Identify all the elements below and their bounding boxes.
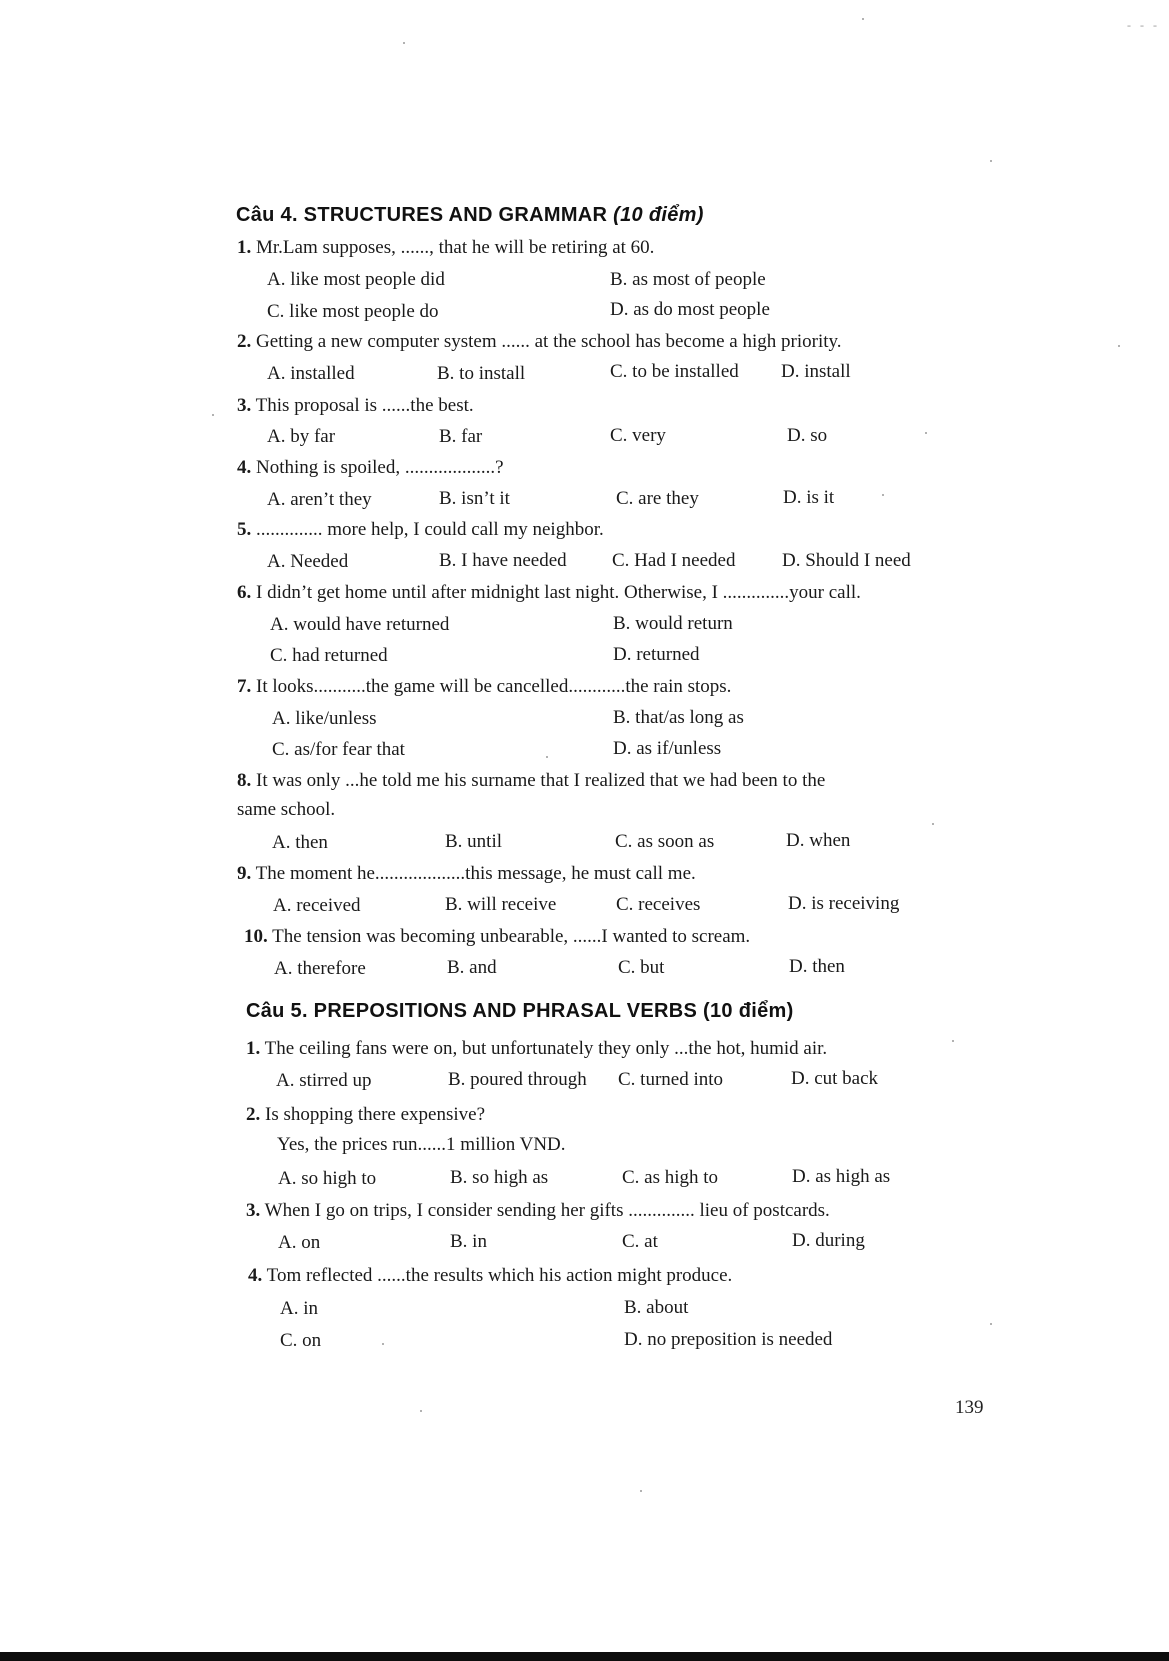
option-a: A. would have returned: [270, 614, 450, 635]
option-b: B. I have needed: [439, 550, 567, 571]
question-4-3: [237, 394, 474, 418]
question-4-6: [237, 581, 861, 605]
option-d: D. cut back: [791, 1068, 879, 1089]
option-d: D. when: [786, 830, 851, 851]
question-text: Mr.Lam supposes, ......, that he will be retiring at 60.: [256, 237, 655, 258]
option-c: C. to be installed: [610, 361, 739, 382]
option-c: C. as high to: [622, 1167, 719, 1188]
scan-speck: [546, 756, 548, 758]
option-b: B. in: [450, 1231, 487, 1252]
question-4-10: [244, 925, 750, 949]
scan-speck: [990, 160, 992, 162]
scan-speck: [1118, 345, 1120, 347]
option-c: C. Had I needed: [612, 550, 736, 571]
section-5-heading: [246, 1000, 794, 1023]
option-b: B. will receive: [445, 894, 557, 915]
question-text: The ceiling fans were on, but unfortunately they only ...the hot, humid air.: [264, 1038, 828, 1059]
question-number: 7.: [237, 676, 252, 697]
question-4-4: [237, 456, 504, 480]
option-b: B. isn’t it: [439, 488, 510, 509]
scan-speck: [952, 1040, 954, 1042]
question-number: 4.: [248, 1265, 263, 1286]
option-c: C. like most people do: [267, 301, 439, 322]
question-4-8: [237, 769, 825, 793]
section-4-points: (10 điểm): [613, 204, 704, 226]
question-text: The moment he...................this message, he must call me.: [255, 863, 696, 884]
question-4-1: [237, 236, 654, 260]
question-text-continued: Yes, the prices run......1 million VND.: [277, 1134, 566, 1155]
question-text: When I go on trips, I consider sending her gifts .............. lieu of postcards.: [264, 1200, 830, 1221]
option-b: B. would return: [613, 613, 733, 634]
option-c: C. on: [280, 1330, 322, 1351]
question-4-9: [237, 862, 696, 886]
question-number: 5.: [237, 519, 252, 540]
option-b: B. as most of people: [610, 269, 766, 290]
question-text: Is shopping there expensive?: [265, 1104, 486, 1125]
option-c: C. turned into: [618, 1069, 724, 1090]
option-a: A. so high to: [278, 1168, 377, 1189]
scan-speck: [640, 1490, 642, 1492]
option-a: A. then: [272, 832, 328, 853]
page-number: 139: [955, 1397, 984, 1418]
scan-speck: [862, 18, 864, 20]
option-c: C. as soon as: [615, 831, 715, 852]
question-number: 1.: [237, 237, 252, 258]
scan-speck: [212, 414, 214, 416]
question-text: .............. more help, I could call my neighbor.: [256, 519, 604, 540]
option-a: A. like/unless: [272, 708, 377, 729]
option-a: A. like most people did: [267, 269, 445, 290]
option-a: A. Needed: [267, 551, 349, 572]
section-4-heading: [236, 204, 704, 227]
option-a: A. by far: [267, 426, 336, 447]
section-4-title: Câu 4. STRUCTURES AND GRAMMAR: [236, 204, 608, 226]
question-text: This proposal is ......the best.: [255, 395, 474, 416]
section-5-points: (10 điểm): [703, 1000, 794, 1022]
option-b: B. poured through: [448, 1069, 587, 1090]
option-c: C. receives: [616, 894, 701, 915]
question-5-2: [246, 1103, 485, 1127]
option-b: B. that/as long as: [613, 707, 744, 728]
option-b: B. so high as: [450, 1167, 549, 1188]
option-d: D. no preposition is needed: [624, 1329, 833, 1350]
question-text: Nothing is spoiled, ...................?: [256, 457, 504, 478]
scan-bottom-edge: [0, 1652, 1169, 1661]
option-a: A. on: [278, 1232, 321, 1253]
option-d: D. so: [787, 425, 828, 446]
option-a: A. in: [280, 1298, 318, 1319]
option-c: C. are they: [616, 488, 699, 509]
question-number: 10.: [244, 926, 268, 947]
question-5-3: [246, 1199, 830, 1223]
option-d: D. as high as: [792, 1166, 891, 1187]
question-text: It was only ...he told me his surname that I realized that we had been to the: [256, 770, 826, 791]
question-4-2: [237, 330, 842, 354]
option-b: B. until: [445, 831, 503, 852]
option-b: B. far: [439, 426, 483, 447]
option-d: D. as do most people: [610, 299, 770, 320]
section-5-title: Câu 5. PREPOSITIONS AND PHRASAL VERBS: [246, 1000, 698, 1022]
question-text: The tension was becoming unbearable, ......I wanted to scream.: [272, 926, 751, 947]
scan-mark: - - -: [1127, 18, 1160, 32]
option-c: C. at: [622, 1231, 658, 1252]
question-number: 6.: [237, 582, 252, 603]
option-a: A. installed: [267, 363, 355, 384]
option-a: A. aren’t they: [267, 489, 372, 510]
question-number: 3.: [237, 395, 252, 416]
scan-speck: [990, 1323, 992, 1325]
question-text: I didn’t get home until after midnight last night. Otherwise, I ..............your call.: [256, 582, 861, 603]
option-d: D. is it: [783, 487, 835, 508]
question-text: Tom reflected ......the results which his action might produce.: [266, 1265, 733, 1286]
question-number: 8.: [237, 770, 252, 791]
question-4-7: [237, 675, 731, 699]
option-d: D. as if/unless: [613, 738, 722, 759]
question-text: Getting a new computer system ...... at the school has become a high priority.: [256, 331, 842, 352]
question-number: 2.: [246, 1104, 261, 1125]
option-b: B. about: [624, 1297, 689, 1318]
option-a: A. stirred up: [276, 1070, 372, 1091]
scan-speck: [925, 432, 927, 434]
question-5-4: [248, 1264, 732, 1288]
scan-speck: [420, 1410, 422, 1412]
option-d: D. during: [792, 1230, 865, 1251]
question-4-5: [237, 518, 604, 542]
option-c: C. as/for fear that: [272, 739, 405, 760]
question-number: 3.: [246, 1200, 261, 1221]
question-text: It looks...........the game will be cancelled............the rain stops.: [256, 676, 732, 697]
option-c: C. but: [618, 957, 665, 978]
question-text-continued: same school.: [237, 799, 336, 820]
option-d: D. Should I need: [782, 550, 911, 571]
option-d: D. is receiving: [788, 893, 900, 914]
option-a: A. received: [273, 895, 361, 916]
scan-speck: [882, 494, 884, 496]
option-d: D. returned: [613, 644, 700, 665]
question-number: 2.: [237, 331, 252, 352]
option-d: D. install: [781, 361, 851, 382]
question-number: 1.: [246, 1038, 261, 1059]
option-b: B. and: [447, 957, 497, 978]
scan-speck: [403, 42, 405, 44]
option-d: D. then: [789, 956, 845, 977]
option-b: B. to install: [437, 363, 526, 384]
option-c: C. very: [610, 425, 666, 446]
scan-speck: [932, 823, 934, 825]
question-5-1: [246, 1037, 827, 1061]
question-number: 4.: [237, 457, 252, 478]
option-a: A. therefore: [274, 958, 366, 979]
scan-speck: [382, 1343, 384, 1345]
question-number: 9.: [237, 863, 252, 884]
option-c: C. had returned: [270, 645, 388, 666]
